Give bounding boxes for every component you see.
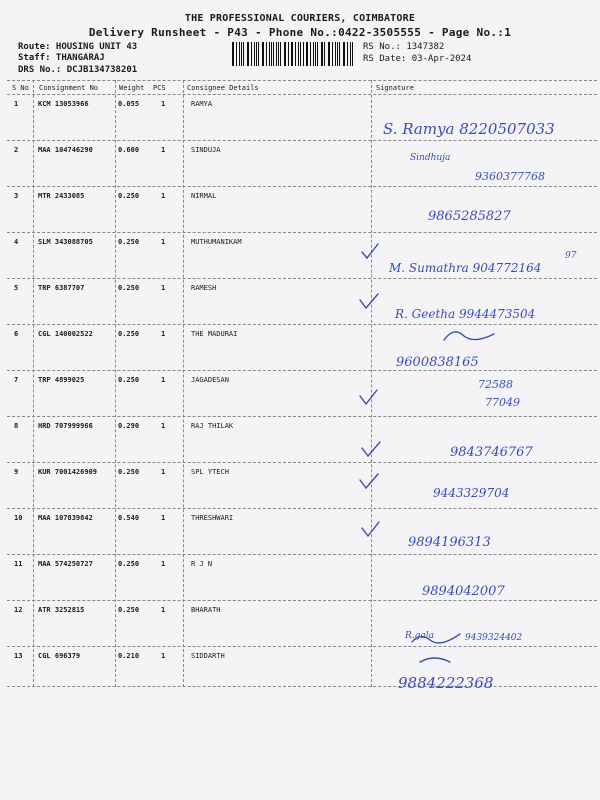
- row-sno: 7: [14, 376, 19, 384]
- row-consignee: RAMYA: [191, 100, 213, 108]
- handwriting-13: 9894196313: [408, 535, 491, 550]
- row-weight: 0.250: [118, 238, 140, 246]
- row-weight: 0.250: [118, 560, 140, 568]
- row-consignee: R J N: [191, 560, 213, 568]
- handwriting-16: 9439324402: [465, 633, 523, 643]
- row-consignment-no: TRP 4899025: [38, 376, 85, 384]
- row-weight: 0.055: [118, 100, 140, 108]
- row-pcs: 1: [161, 284, 166, 292]
- handwriting-3: 9360377768: [475, 170, 545, 183]
- row-consignment-no: MAA 104746290: [38, 146, 93, 154]
- row-weight: 0.540: [118, 514, 140, 522]
- row-consignee: JAGADESAN: [191, 376, 229, 384]
- row-pcs: 1: [161, 560, 166, 568]
- row-pcs: 1: [161, 376, 166, 384]
- col-header-consignment: Consignment No: [39, 84, 99, 92]
- row-sno: 11: [14, 560, 23, 568]
- row-pcs: 1: [161, 330, 166, 338]
- row-pcs: 1: [161, 422, 166, 430]
- tick-mark: [362, 244, 378, 258]
- row-weight: 0.600: [118, 146, 140, 154]
- handwriting-14: 9894042007: [422, 584, 505, 599]
- col-header-pcs: PCS: [153, 84, 166, 92]
- handwriting-10: 77049: [485, 396, 520, 409]
- row-consignee: SINDUJA: [191, 146, 221, 154]
- row-consignee: THRESHWARI: [191, 514, 234, 522]
- row-pcs: 1: [161, 606, 166, 614]
- handwriting-6: M. Sumathra 904772164: [389, 261, 542, 275]
- row-sno: 13: [14, 652, 23, 660]
- tick-mark: [362, 522, 379, 536]
- row-weight: 0.210: [118, 652, 140, 660]
- row-weight: 0.250: [118, 376, 140, 384]
- handwriting-8: 9600838165: [396, 355, 479, 370]
- row-sno: 12: [14, 606, 23, 614]
- row-consignment-no: ATR 3252815: [38, 606, 85, 614]
- col-header-consignee: Consignee Details: [187, 84, 259, 92]
- row-consignment-no: HRD 707999966: [38, 422, 93, 430]
- row-consignee: RAMESH: [191, 284, 217, 292]
- tick-mark: [360, 294, 378, 308]
- row-weight: 0.250: [118, 192, 140, 200]
- handwriting-1: S. Ramya 8220507033: [383, 120, 555, 138]
- rs-number: RS No.: 1347382: [363, 42, 445, 52]
- row-sno: 6: [14, 330, 19, 338]
- row-pcs: 1: [161, 100, 166, 108]
- row-consignee: BHARATH: [191, 606, 221, 614]
- handwriting-12: 9443329704: [433, 486, 510, 500]
- col-header-sno: S No: [12, 84, 29, 92]
- row-weight: 0.250: [118, 468, 140, 476]
- handwriting-15: R.gala: [405, 631, 435, 641]
- row-consignee: MUTHUMANIKAM: [191, 238, 242, 246]
- row-pcs: 1: [161, 652, 166, 660]
- drs-label: DRS No.: DCJB134738201: [18, 65, 138, 75]
- col-header-weight: Weight: [119, 84, 145, 92]
- tick-mark: [360, 390, 377, 404]
- row-weight: 0.250: [118, 284, 140, 292]
- handwriting-4: 9865285827: [428, 209, 511, 224]
- row-consignment-no: MTR 2433085: [38, 192, 85, 200]
- row-consignee: RAJ THILAK: [191, 422, 234, 430]
- handwriting-11: 9843746767: [450, 445, 533, 460]
- runsheet-subtitle: Delivery Runsheet - P43 - Phone No.:0422-3505555 - Page No.:1: [88, 26, 512, 39]
- row-consignment-no: KUR 7001426909: [38, 468, 98, 476]
- row-sno: 5: [14, 284, 19, 292]
- col-header-signature: Signature: [376, 84, 414, 92]
- handwriting-17: 9884222368: [398, 674, 494, 692]
- row-consignment-no: KCM 13053966: [38, 100, 89, 108]
- row-consignee: SIDDARTH: [191, 652, 225, 660]
- handwriting-2: Sindhuja: [410, 153, 451, 163]
- row-consignment-no: SLM 343088705: [38, 238, 93, 246]
- rs-date: RS Date: 03-Apr-2024: [363, 54, 472, 64]
- row-pcs: 1: [161, 238, 166, 246]
- row-sno: 10: [14, 514, 23, 522]
- row-consignment-no: TRP 6387707: [38, 284, 85, 292]
- row-sno: 4: [14, 238, 19, 246]
- row-sno: 8: [14, 422, 19, 430]
- row-weight: 0.250: [118, 330, 140, 338]
- handwriting-9: 72588: [478, 378, 513, 391]
- handwriting-5: 97: [565, 251, 577, 261]
- row-sno: 1: [14, 100, 19, 108]
- row-consignment-no: CGL 140002522: [38, 330, 93, 338]
- row-consignment-no: MAA 574250727: [38, 560, 93, 568]
- row-consignment-no: CGL 696379: [38, 652, 81, 660]
- tick-mark: [360, 474, 378, 488]
- row-pcs: 1: [161, 146, 166, 154]
- row-consignee: NIRMAL: [191, 192, 217, 200]
- staff-label: Staff: THANGARAJ: [18, 53, 105, 63]
- row-consignment-no: MAA 107839842: [38, 514, 93, 522]
- row-consignee: THE MADURAI: [191, 330, 238, 338]
- company-title: THE PROFESSIONAL COURIERS, COIMBATORE: [184, 13, 416, 24]
- row-weight: 0.250: [118, 606, 140, 614]
- row-sno: 9: [14, 468, 19, 476]
- row-sno: 3: [14, 192, 19, 200]
- tick-mark: [362, 442, 380, 456]
- row-consignee: SPL YTECH: [191, 468, 229, 476]
- route-label: Route: HOUSING UNIT 43: [18, 42, 138, 52]
- row-pcs: 1: [161, 192, 166, 200]
- row-pcs: 1: [161, 514, 166, 522]
- row-weight: 0.290: [118, 422, 140, 430]
- row-sno: 2: [14, 146, 19, 154]
- handwriting-7: R. Geetha 9944473504: [395, 307, 536, 321]
- row-pcs: 1: [161, 468, 166, 476]
- signature-scribble: [444, 332, 494, 340]
